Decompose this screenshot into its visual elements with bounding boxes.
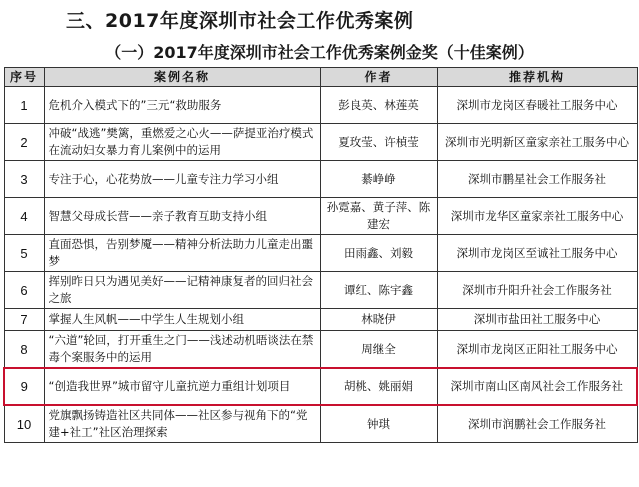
case-name: 专注于心，心花势放——儿童专注力学习小组 <box>44 161 320 198</box>
case-name: 掌握人生风帆——中学生人生规划小组 <box>44 309 320 331</box>
case-name: “六道”轮回，打开重生之门——浅述动机晤谈法在禁毒个案服务中的运用 <box>44 331 320 369</box>
case-name: 党旗飘扬铸造社区共同体——社区参与视角下的“党建+社工”社区治理探索 <box>44 405 320 443</box>
case-organization: 深圳市光明新区童家亲社工服务中心 <box>437 124 637 161</box>
row-number: 8 <box>4 331 44 369</box>
row-number: 6 <box>4 272 44 309</box>
case-name: 冲破“战逃”樊篱，重燃爱之心火——萨提亚治疗模式在流动妇女暴力育儿案例中的运用 <box>44 124 320 161</box>
page-title: 三、2017年度深圳市社会工作优秀案例 <box>66 10 414 32</box>
case-author: 谭红、陈宇鑫 <box>320 272 437 309</box>
table-row <box>4 331 637 369</box>
awards-table <box>3 67 638 443</box>
row-number: 4 <box>4 198 44 235</box>
case-author: 钟琪 <box>320 405 437 443</box>
case-author: 彭良英、林莲英 <box>320 87 437 124</box>
row-number: 5 <box>4 235 44 272</box>
table-row <box>4 272 637 309</box>
case-organization: 深圳市龙华区童家亲社工服务中心 <box>437 198 637 235</box>
row-number: 10 <box>4 405 44 443</box>
table-row <box>4 309 637 331</box>
header-organization: 推荐机构 <box>437 68 637 87</box>
case-author: 周继全 <box>320 331 437 369</box>
table-row-highlighted <box>4 368 637 405</box>
row-number: 7 <box>4 309 44 331</box>
row-number: 1 <box>4 87 44 124</box>
case-author: 夏玫莹、许楨莹 <box>320 124 437 161</box>
table-row <box>4 405 637 443</box>
case-organization: 深圳市润鹏社会工作服务社 <box>437 405 637 443</box>
case-name: 直面恐惧，告别梦魇——精神分析法助力儿童走出噩梦 <box>44 235 320 272</box>
table-row <box>4 198 637 235</box>
case-organization: 深圳市鹏星社会工作服务社 <box>437 161 637 198</box>
table-row <box>4 235 637 272</box>
header-number: 序号 <box>4 68 44 87</box>
case-author: 綦峥峥 <box>320 161 437 198</box>
section-subtitle: （一）2017年度深圳市社会工作优秀案例金奖（十佳案例） <box>105 43 534 62</box>
table-row <box>4 87 637 124</box>
table-row <box>4 124 637 161</box>
table-row <box>4 161 637 198</box>
case-name: 挥别昨日只为遇见美好——记精神康复者的回归社会之旅 <box>44 272 320 309</box>
case-author: 孙霓嘉、黄子萍、陈建宏 <box>320 198 437 235</box>
table-header-row <box>4 68 637 87</box>
header-case-name: 案例名称 <box>44 68 320 87</box>
case-organization: 深圳市升阳升社会工作服务社 <box>437 272 637 309</box>
row-number: 2 <box>4 124 44 161</box>
case-name: 智慧父母成长营——亲子教育互助支持小组 <box>44 198 320 235</box>
row-number: 3 <box>4 161 44 198</box>
case-organization: 深圳市龙岗区正阳社工服务中心 <box>437 331 637 369</box>
case-organization: 深圳市龙岗区至诚社工服务中心 <box>437 235 637 272</box>
header-author: 作者 <box>320 68 437 87</box>
case-name: 危机介入模式下的”三元“救助服务 <box>44 87 320 124</box>
case-organization: 深圳市龙岗区春暖社工服务中心 <box>437 87 637 124</box>
case-name: “创造我世界”城市留守儿童抗逆力重组计划项目 <box>44 368 320 405</box>
case-author: 田雨鑫、刘毅 <box>320 235 437 272</box>
case-author: 胡桃、姚丽娟 <box>320 368 437 405</box>
case-author: 林晓伊 <box>320 309 437 331</box>
case-organization: 深圳市盐田社工服务中心 <box>437 309 637 331</box>
row-number: 9 <box>4 368 44 405</box>
case-organization: 深圳市南山区南风社会工作服务社 <box>437 368 637 405</box>
